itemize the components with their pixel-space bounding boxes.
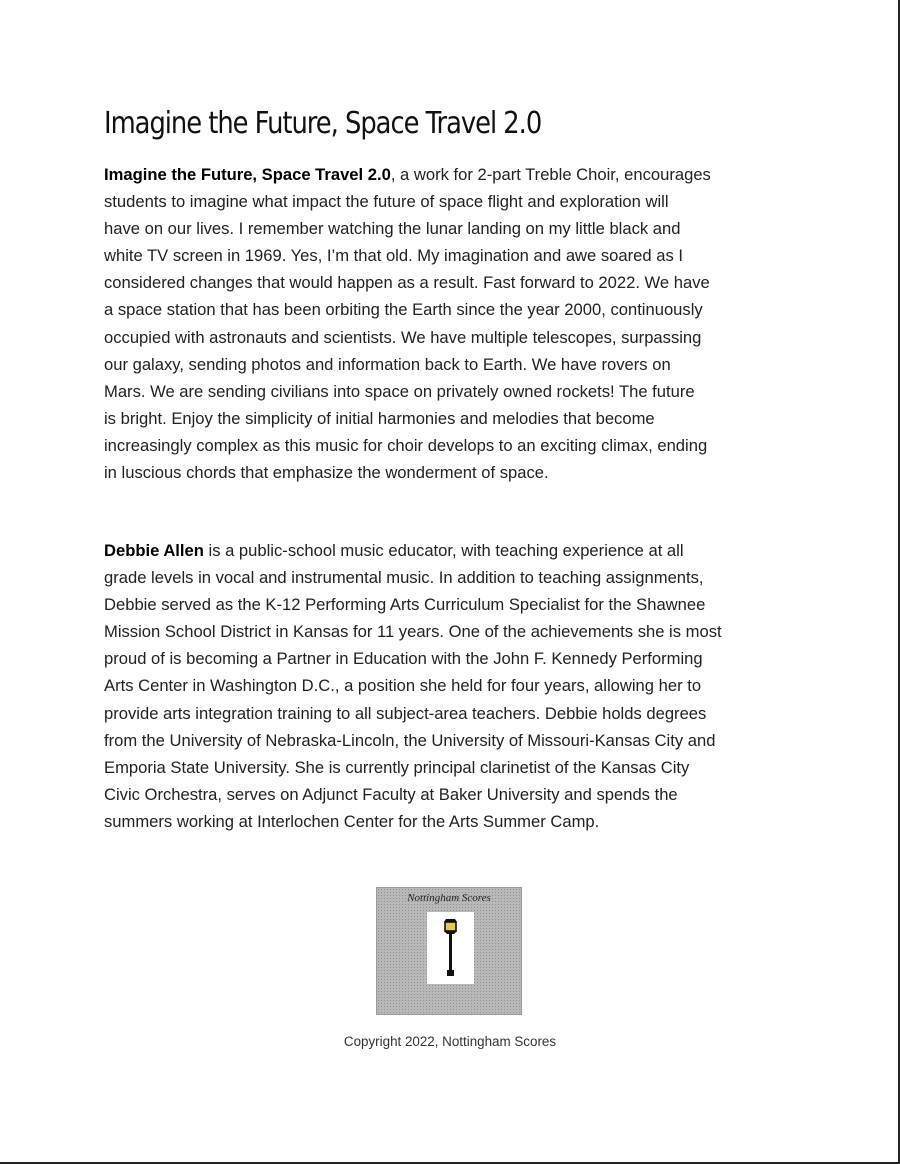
text-line: in luscious chords that emphasize the wonderment of space.	[104, 463, 549, 483]
work-title-bold: Imagine the Future, Space Travel 2.0	[104, 165, 391, 184]
copyright-notice: Copyright 2022, Nottingham Scores	[343, 1034, 557, 1049]
text-line: a space station that has been orbiting the Earth since the year 2000, continuously	[104, 300, 703, 320]
text-line: Arts Center in Washington D.C., a position she held for four years, allowing her to	[104, 676, 702, 696]
text-line: Mission School District in Kansas for 11 years. One of the achievements she is most	[104, 622, 722, 642]
text-line: proud of is becoming a Partner in Education with the John F. Kennedy Performing	[104, 649, 703, 669]
text-line: white TV screen in 1969. Yes, I’m that old. My imagination and awe soared as I	[104, 246, 683, 266]
text-line: grade levels in vocal and instrumental music. In addition to teaching assignments,	[104, 568, 704, 588]
text-line: our galaxy, sending photos and information back to Earth. We have rovers on	[104, 354, 671, 374]
text-line: from the University of Nebraska-Lincoln, the University of Missouri-Kansas City and	[104, 730, 716, 750]
text-line: provide arts integration training to all subject-area teachers. Debbie holds degrees	[104, 703, 707, 723]
logo-text: Nottingham Scores	[407, 892, 491, 904]
text-line: Debbie served as the K-12 Performing Arts Curriculum Specialist for the Shawnee	[104, 595, 706, 615]
logo-panel	[427, 912, 474, 984]
page-title: Imagine the Future, Space Travel 2.0	[104, 106, 542, 141]
publisher-logo	[376, 887, 522, 1015]
text-line: summers working at Interlochen Center for the Arts Summer Camp.	[104, 811, 600, 831]
text-line: is bright. Enjoy the simplicity of initial harmonies and melodies that become	[104, 408, 655, 428]
text-line: Emporia State University. She is currently principal clarinetist of the Kansas City	[104, 757, 690, 777]
text-line: Civic Orchestra, serves on Adjunct Faculty at Baker University and spends the	[104, 784, 678, 804]
text-line: increasingly complex as this music for choir develops to an exciting climax, ending	[104, 435, 708, 455]
text-line: Mars. We are sending civilians into space on privately owned rockets! The future	[104, 381, 695, 401]
lamppost-icon	[427, 912, 474, 984]
bio-paragraph	[104, 537, 804, 835]
text-line: have on our lives. I remember watching the lunar landing on my little black and	[104, 219, 681, 239]
author-name-bold: Debbie Allen	[104, 541, 204, 560]
description-paragraph	[104, 161, 804, 486]
text-line: Imagine the Future, Space Travel 2.0, a work for 2-part Treble Choir, encourages	[104, 165, 711, 184]
text-line: Debbie Allen is a public-school music educator, with teaching experience at all	[104, 541, 684, 560]
text-line: students to imagine what impact the future of space flight and exploration will	[104, 192, 669, 212]
text-line: considered changes that would happen as a result. Fast forward to 2022. We have	[104, 273, 710, 293]
text-line: occupied with astronauts and scientists. We have multiple telescopes, surpassing	[104, 327, 702, 347]
